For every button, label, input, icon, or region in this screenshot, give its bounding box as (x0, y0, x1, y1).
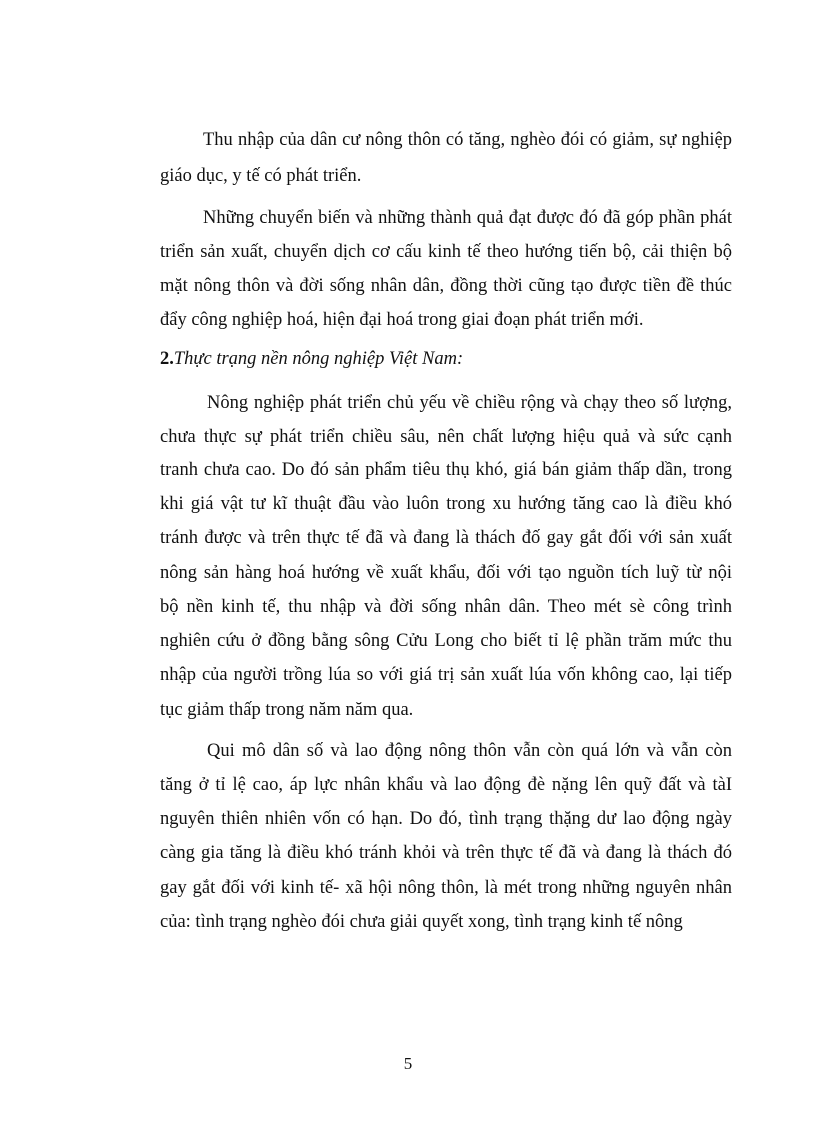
paragraph-line: của: tình trạng nghèo đói chưa giải quyết xong, tình trạng kinh tế nông (160, 912, 683, 932)
heading-number: 2. (160, 349, 174, 369)
paragraph-line: chưa thực sự phát triển chiều sâu, nên chất lượng hiệu quả và sức cạnh (160, 427, 732, 447)
paragraph-line: tránh được và trên thực tế đã và đang là thách đố gay gắt đối với sản xuất (160, 528, 732, 548)
page-number: 5 (403, 1054, 413, 1073)
paragraph-line: tăng ở tỉ lệ cao, áp lực nhân khẩu và lao động đè nặng lên quỹ đất và tàI (160, 775, 732, 795)
paragraph-line: tranh chưa cao. Do đó sản phẩm tiêu thụ khó, giá bán giảm thấp dần, trong (160, 460, 732, 480)
paragraph-line: đẩy công nghiệp hoá, hiện đại hoá trong giai đoạn phát triển mới. (160, 310, 644, 330)
heading-text: Thực trạng nền nông nghiệp Việt Nam: (173, 349, 464, 369)
paragraph-line: Những chuyển biến và những thành quả đạt được đó đã góp phần phát (203, 208, 732, 228)
section-heading (160, 347, 732, 371)
paragraph-line: nông sản hàng hoá hướng về xuất khẩu, đối với tạo nguồn tích luỹ từ nội (160, 563, 732, 583)
paragraph-line: bộ nền kinh tế, thu nhập và đời sống nhân dân. Theo mét sè công trình (160, 597, 732, 617)
paragraph-line: khi giá vật tư kĩ thuật đầu vào luôn trong xu hướng tăng cao là điều khó (160, 494, 732, 514)
paragraph-line: giáo dục, y tế có phát triển. (160, 166, 362, 186)
paragraph-line: nghiên cứu ở đồng bằng sông Cửu Long cho biết tỉ lệ phần trăm mức thu (160, 631, 732, 651)
paragraph-line: tục giảm thấp trong năm năm qua. (160, 700, 414, 720)
paragraph-line: Thu nhập của dân cư nông thôn có tăng, nghèo đói có giảm, sự nghiệp (203, 130, 732, 150)
paragraph-line: mặt nông thôn và đời sống nhân dân, đồng thời cũng tạo được tiền đề thúc (160, 276, 732, 296)
paragraph-line: Nông nghiệp phát triển chủ yếu về chiều rộng và chạy theo số lượng, (207, 393, 732, 413)
paragraph-line: gay gắt đối với kinh tế- xã hội nông thôn, là mét trong những nguyên nhân (160, 878, 732, 898)
paragraph-line: Qui mô dân số và lao động nông thôn vẫn còn quá lớn và vẫn còn (207, 741, 732, 761)
paragraph-line: càng gia tăng là điều khó tránh khỏi và trên thực tế đã và đang là thách đó (160, 843, 732, 863)
paragraph-line: nguyên thiên nhiên vốn có hạn. Do đó, tình trạng thặng dư lao động ngày (160, 809, 732, 829)
paragraph-line: triển sản xuất, chuyển dịch cơ cấu kinh tế theo hướng tiến bộ, cải thiện bộ (160, 242, 732, 262)
paragraph-line: nhập của người trồng lúa so với giá trị sản xuất lúa vốn không cao, lại tiếp (160, 665, 732, 685)
